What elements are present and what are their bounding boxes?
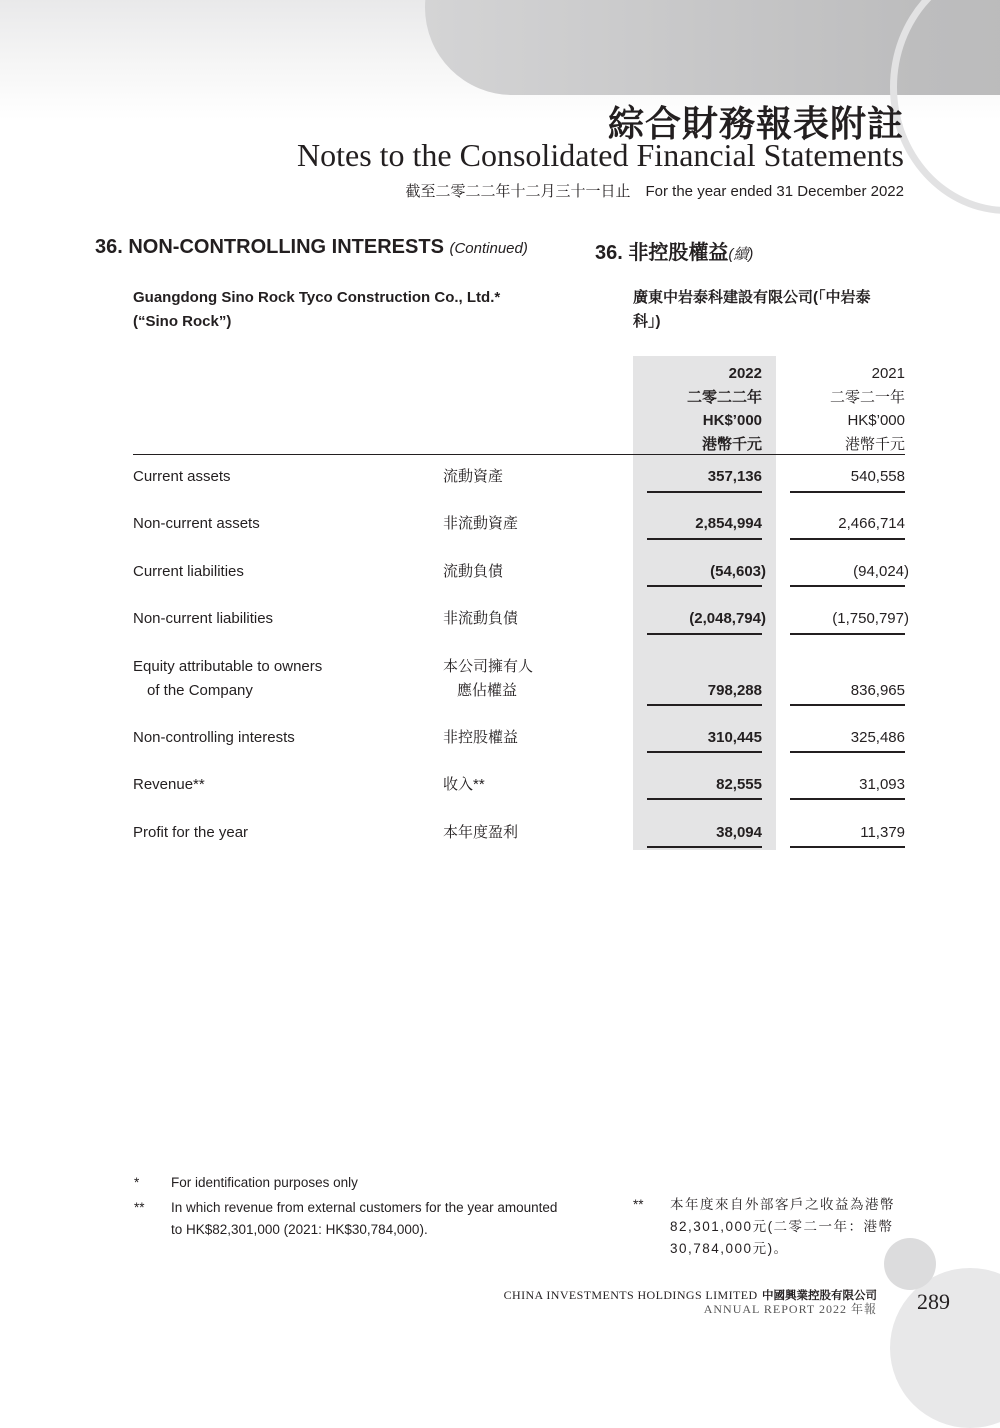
section-number-en: 36. NON-CONTROLLING INTERESTS: [95, 236, 444, 258]
section-number-zh: 36. 非控股權益: [595, 242, 729, 264]
value-underline: [790, 538, 905, 540]
value-underline: [790, 846, 905, 848]
column-year: 2022: [728, 365, 762, 382]
value-underline: [790, 704, 905, 706]
value-underline: [790, 633, 905, 635]
value-2022: (54,603): [710, 563, 766, 580]
company-name-zh-line2: 科」): [633, 313, 661, 330]
footnote-mark: *: [134, 1175, 140, 1190]
company-name-zh: [633, 286, 908, 334]
value-underline: [647, 491, 762, 493]
row-label-zh: 本年度盈利: [443, 824, 519, 841]
page-period: 截至二零二二年十二月三十一日止 For the year ended 31 December 2022: [405, 183, 904, 200]
value-2021: 325,486: [850, 729, 905, 746]
table-header-rule: [133, 454, 905, 455]
row-label-zh: 本公司擁有人: [443, 658, 534, 675]
footer-company-en: CHINA INVESTMENTS HOLDINGS LIMITED: [503, 1288, 758, 1302]
row-label-zh: 非控股權益: [443, 729, 519, 746]
value-2021: 540,558: [850, 468, 905, 485]
company-name-en: [133, 286, 500, 334]
footer-company-zh: 中國興業控股有限公司: [762, 1288, 877, 1302]
page-title-zh: 綜合財務報表附註: [607, 103, 904, 145]
header-decorative-arc: [890, 0, 1000, 214]
column-year: 2021: [871, 365, 905, 382]
section-title-en: [95, 236, 528, 259]
value-underline: [790, 585, 905, 587]
value-2021: 31,093: [859, 776, 905, 793]
value-2021: 11,379: [860, 824, 905, 841]
row-label-en: Current liabilities: [133, 563, 244, 580]
value-2022: 798,288: [707, 682, 762, 699]
value-underline: [790, 491, 905, 493]
value-underline: [647, 585, 762, 587]
value-2021: 836,965: [850, 682, 905, 699]
value-2022: 357,136: [707, 468, 762, 485]
footnote-text: [171, 1197, 591, 1241]
value-2022: (2,048,794): [689, 610, 766, 627]
value-underline: [647, 846, 762, 848]
value-2021: (1,750,797): [832, 610, 909, 627]
company-name-en-line2: (“Sino Rock”): [133, 313, 232, 330]
footnote-text-line: In which revenue from external customers for the year amounted: [171, 1200, 558, 1215]
column-unit: HK$’000: [847, 412, 905, 429]
row-label-zh: 收入**: [443, 776, 485, 793]
value-underline: [647, 751, 762, 753]
row-label-en: Non-controlling interests: [133, 729, 295, 746]
column-unit: HK$’000: [702, 412, 762, 429]
footnote-mark: **: [134, 1200, 145, 1215]
row-label-zh: 非流動資產: [443, 515, 519, 532]
column-header-2021: [765, 362, 905, 456]
footnote-text-zh-line: 82,301,000元(二零二一年：港幣: [670, 1219, 894, 1234]
value-2022: 310,445: [707, 729, 762, 746]
value-underline: [647, 538, 762, 540]
section-continued-en: (Continued): [449, 240, 528, 257]
value-underline: [647, 633, 762, 635]
section-continued-zh: (續): [728, 246, 754, 263]
footnote-text-zh-line: 本年度來自外部客戶之收益為港幣: [670, 1197, 895, 1212]
footer-report: ANNUAL REPORT 2022 年報: [703, 1302, 877, 1316]
footnote-text-zh-line: 30,784,000元)。: [670, 1241, 789, 1256]
row-label-zh-continued: 應佔權益: [457, 682, 518, 699]
value-underline: [647, 704, 762, 706]
column-unit-zh: 港幣千元: [701, 435, 762, 453]
value-2022: 82,555: [716, 776, 762, 793]
company-name-zh-line1: 廣東中岩泰科建設有限公司(「中岩泰: [633, 289, 871, 306]
row-label-en: Revenue**: [133, 776, 205, 793]
row-label-en: Non-current assets: [133, 515, 260, 532]
value-2022: 2,854,994: [695, 515, 762, 532]
value-underline: [790, 751, 905, 753]
footnote-text-zh: [670, 1194, 910, 1260]
row-label-en: Equity attributable to owners: [133, 658, 323, 675]
row-label-en: Non-current liabilities: [133, 610, 274, 627]
row-label-zh: 非流動負債: [443, 610, 519, 627]
page-number: 289: [917, 1289, 950, 1314]
row-label-en-continued: of the Company: [147, 682, 253, 699]
footnote-text: For identification purposes only: [171, 1175, 358, 1190]
footnote-text-line: to HK$82,301,000 (2021: HK$30,784,000).: [171, 1222, 428, 1237]
row-label-en: Current assets: [133, 468, 231, 485]
company-name-en-line1: Guangdong Sino Rock Tyco Construction Co., Ltd.*: [133, 289, 501, 306]
value-underline: [647, 798, 762, 800]
row-label-zh: 流動資產: [443, 468, 504, 485]
value-2021: (94,024): [853, 563, 909, 580]
column-year-zh: 二零二一年: [829, 388, 905, 406]
section-title-zh: [595, 236, 753, 265]
row-label-zh: 流動負債: [443, 563, 504, 580]
row-label-en: Profit for the year: [133, 824, 249, 841]
column-year-zh: 二零二二年: [686, 388, 762, 406]
value-2022: 38,094: [716, 824, 762, 841]
footnote-mark-zh: **: [633, 1197, 644, 1212]
column-header-2022: [622, 362, 762, 456]
column-unit-zh: 港幣千元: [844, 435, 905, 453]
value-underline: [790, 798, 905, 800]
value-2021: 2,466,714: [838, 515, 905, 532]
page-title-en: Notes to the Consolidated Financial Statements: [296, 137, 904, 173]
